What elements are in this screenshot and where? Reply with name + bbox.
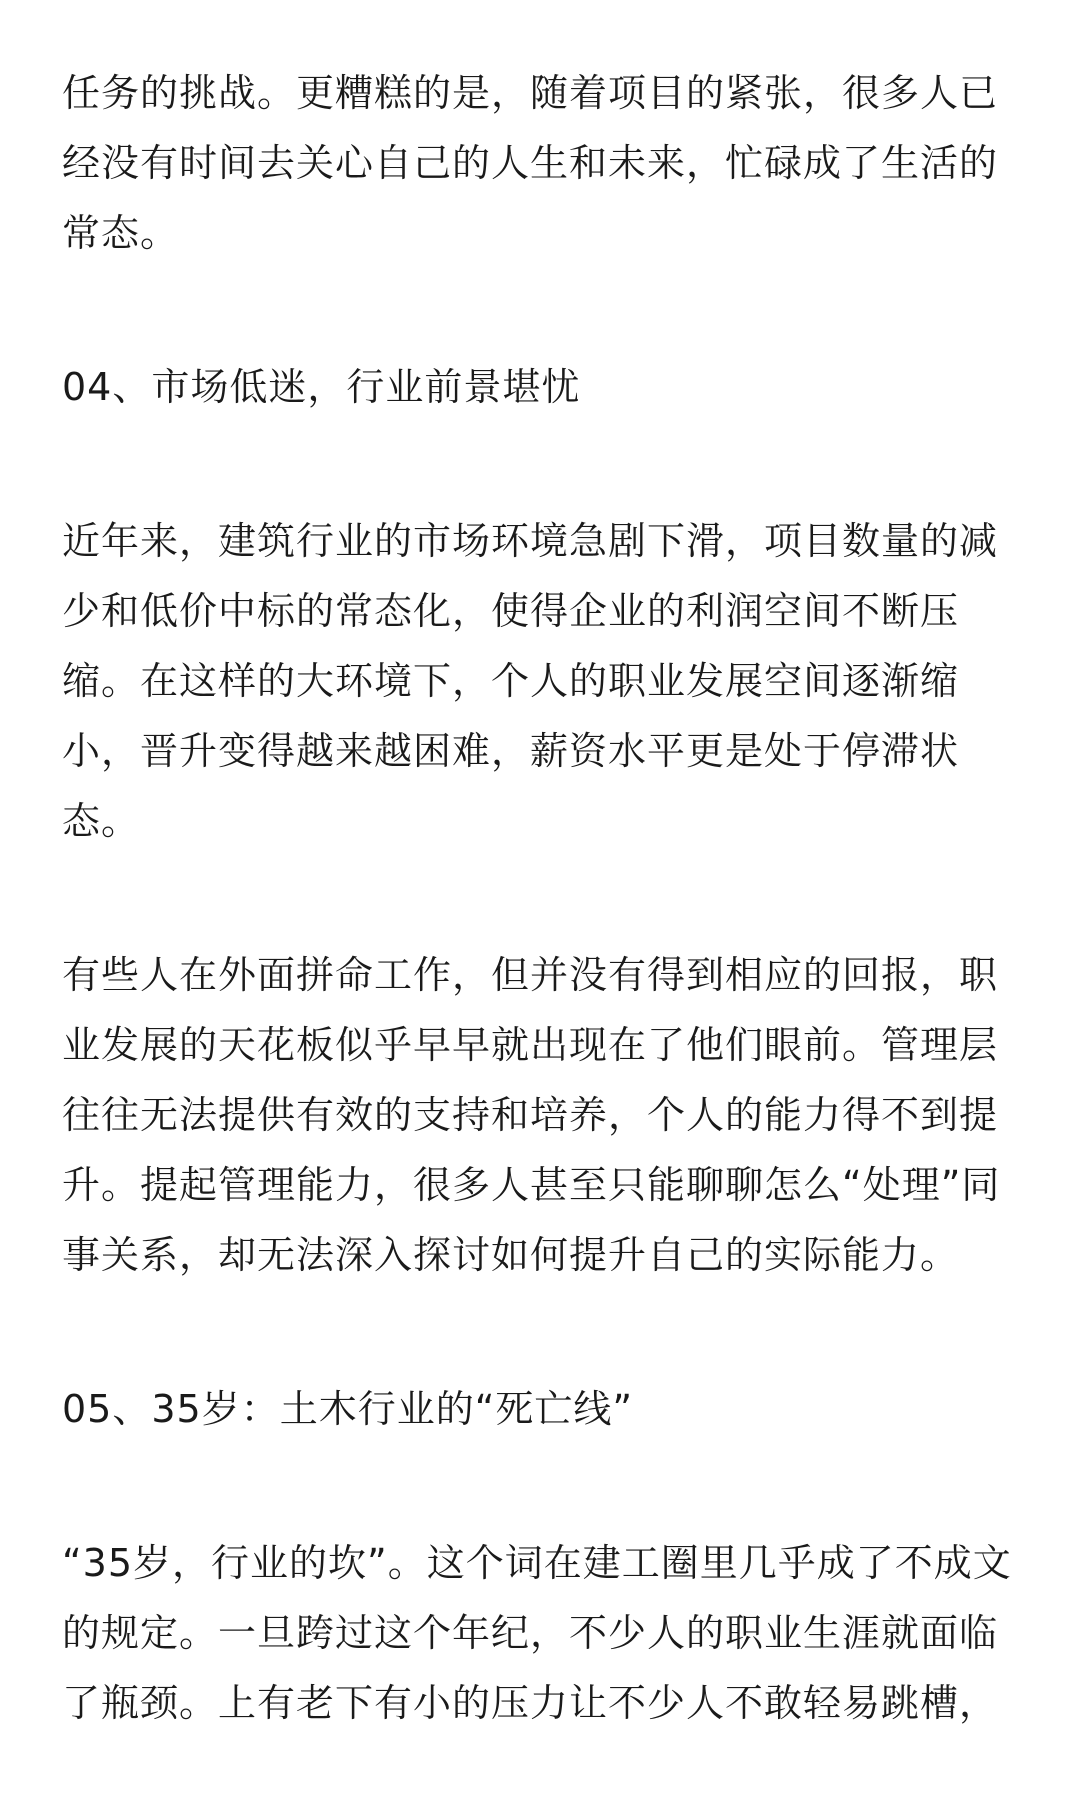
paragraph-line: 小，晋升变得越来越困难，薪资水平更是处于停滞状 bbox=[62, 729, 960, 773]
paragraph-line: 态。 bbox=[62, 799, 141, 843]
paragraph-spacer bbox=[62, 856, 1018, 940]
paragraph-2 bbox=[62, 506, 1018, 856]
paragraph-line: 经没有时间去关心自己的人生和未来，忙碌成了生活的 bbox=[62, 141, 999, 185]
paragraph-line: 升。提起管理能力，很多人甚至只能聊聊怎么“处理”同 bbox=[62, 1163, 1001, 1207]
paragraph-spacer bbox=[62, 268, 1018, 352]
paragraph-line: 常态。 bbox=[62, 211, 180, 255]
article-body bbox=[62, 58, 1018, 1738]
paragraph-line: “35岁，行业的坎”。这个词在建工圈里几乎成了不成文 bbox=[62, 1541, 1012, 1585]
paragraph-line: 的规定。一旦跨过这个年纪，不少人的职业生涯就面临 bbox=[62, 1611, 999, 1655]
paragraph-1 bbox=[62, 58, 1018, 268]
paragraph-line: 事关系，却无法深入探讨如何提升自己的实际能力。 bbox=[62, 1233, 960, 1277]
section-heading-04 bbox=[62, 352, 1018, 422]
paragraph-spacer bbox=[62, 422, 1018, 506]
paragraph-line: 缩。在这样的大环境下，个人的职业发展空间逐渐缩 bbox=[62, 659, 960, 703]
paragraph-line: 了瓶颈。上有老下有小的压力让不少人不敢轻易跳槽， bbox=[62, 1681, 999, 1725]
paragraph-line: 少和低价中标的常态化，使得企业的利润空间不断压 bbox=[62, 589, 960, 633]
section-heading-05 bbox=[62, 1374, 1018, 1444]
heading-text: 05、35岁：土木行业的“死亡线” bbox=[62, 1387, 634, 1431]
paragraph-3 bbox=[62, 940, 1018, 1290]
paragraph-line: 业发展的天花板似乎早早就出现在了他们眼前。管理层 bbox=[62, 1023, 999, 1067]
paragraph-spacer bbox=[62, 1444, 1018, 1528]
paragraph-line: 往往无法提供有效的支持和培养，个人的能力得不到提 bbox=[62, 1093, 999, 1137]
paragraph-4 bbox=[62, 1528, 1018, 1738]
paragraph-line: 有些人在外面拼命工作，但并没有得到相应的回报，职 bbox=[62, 953, 999, 997]
paragraph-line: 近年来，建筑行业的市场环境急剧下滑，项目数量的减 bbox=[62, 519, 999, 563]
heading-text: 04、市场低迷，行业前景堪忧 bbox=[62, 365, 581, 409]
paragraph-spacer bbox=[62, 1290, 1018, 1374]
paragraph-line: 任务的挑战。更糟糕的是，随着项目的紧张，很多人已 bbox=[62, 71, 999, 115]
